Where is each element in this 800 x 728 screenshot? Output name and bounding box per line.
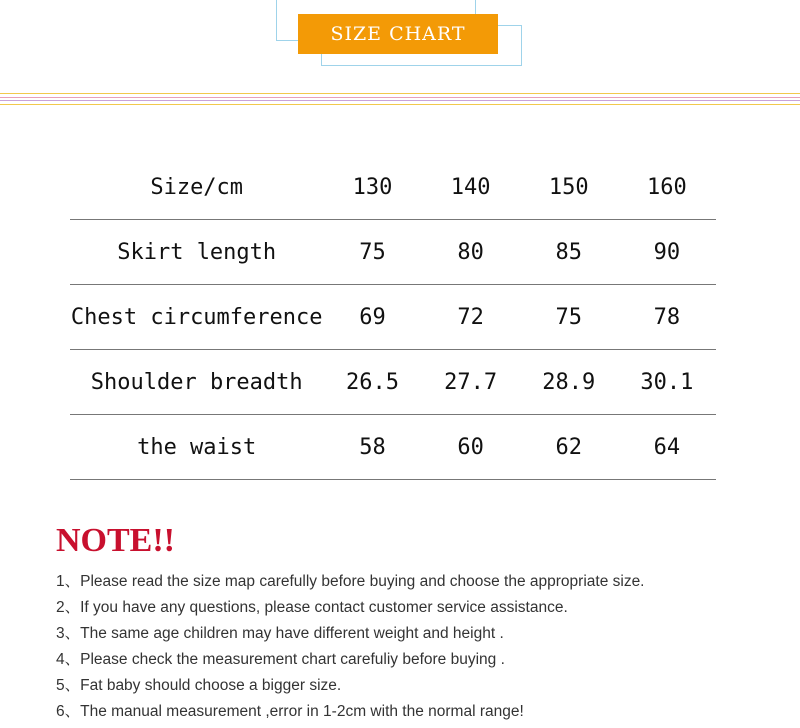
table-header-cell: 140 [450,174,491,200]
table-row [70,220,716,285]
note-item: 3、The same age children may have different weight and height . [56,625,504,642]
divider-stripe-2 [0,97,800,98]
table-cell: 69 [359,304,386,330]
table-cell: 27.7 [444,369,498,395]
table-cell: 62 [555,434,582,460]
table-cell: 72 [457,304,484,330]
row-label: Skirt length [117,239,277,265]
table-cell: 75 [555,304,582,330]
note-item: 2、If you have any questions, please contact customer service assistance. [56,599,568,616]
table-cell: 85 [555,239,582,265]
banner-title: SIZE CHART [330,23,466,45]
row-label: Shoulder breadth [90,369,303,395]
row-label: Chest circumference [70,304,323,330]
table-header-row [70,155,716,220]
notes-list [56,572,645,728]
table-cell: 58 [359,434,386,460]
table-cell: 75 [359,239,386,265]
table-cell: 30.1 [640,369,694,395]
table-cell: 64 [653,434,681,460]
size-chart-banner [298,14,498,54]
note-item: 5、Fat baby should choose a bigger size. [56,677,342,694]
table-header-label: Size/cm [150,174,244,200]
divider-stripe-4 [0,104,800,105]
table-row [70,285,716,350]
table-cell: 90 [653,239,681,265]
table-row [70,415,716,480]
table-header-cell: 150 [548,174,589,200]
note-item: 1、Please read the size map carefully before buying and choose the appropriate size. [56,573,645,590]
table-cell: 28.9 [542,369,596,395]
note-item: 4、Please check the measurement chart carefuliy before buying . [56,651,505,668]
note-title: NOTE!! [56,522,175,559]
table-cell: 60 [457,434,484,460]
divider-stripe-3 [0,100,800,101]
table-row [70,350,716,415]
table-cell: 80 [457,239,484,265]
size-table [70,155,716,480]
divider-stripe-1 [0,93,800,94]
table-header-cell: 160 [647,174,687,200]
row-label: the waist [137,434,257,460]
table-cell: 26.5 [345,369,399,395]
note-item: 6、The manual measurement ,error in 1-2cm with the normal range! [56,703,524,720]
table-cell: 78 [653,304,681,330]
table-header-cell: 130 [352,174,393,200]
